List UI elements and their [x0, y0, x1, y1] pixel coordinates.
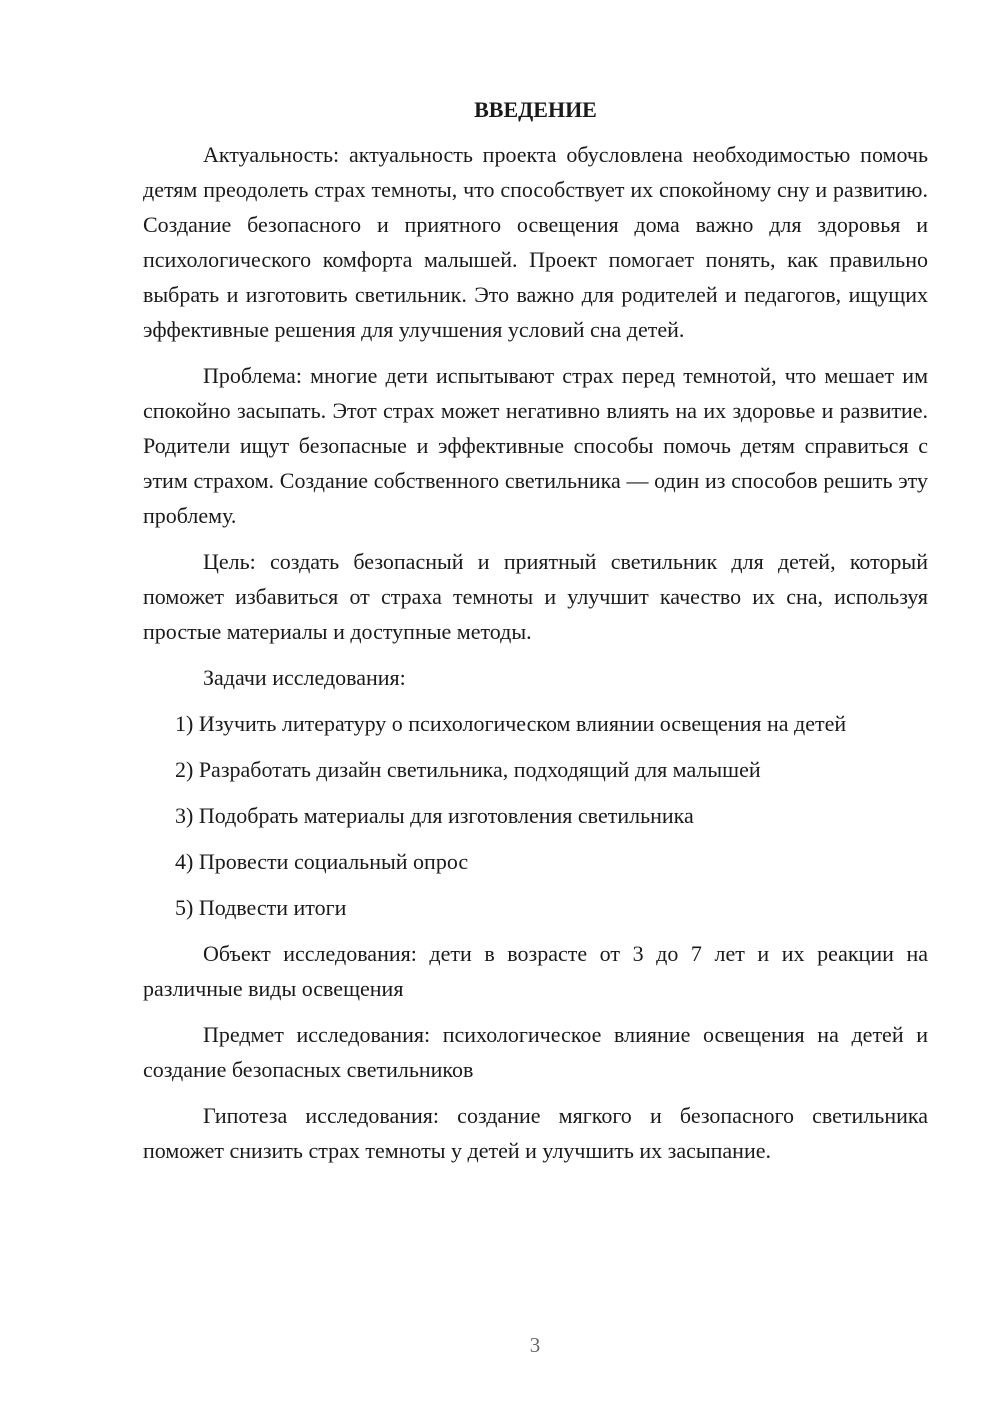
- document-page: [143, 92, 928, 1179]
- tasks-heading: Задачи исследования:: [203, 665, 406, 690]
- object-paragraph: Объект исследования: дети в возрасте от 3 до 7 лет и их реакции на различные виды освещения: [143, 941, 928, 1001]
- page-number: 3: [529, 1333, 541, 1357]
- task-item-2: 2) Разработать дизайн светильника, подходящий для малышей: [175, 757, 761, 782]
- tasks-list: [143, 706, 928, 925]
- task-item-4: 4) Провести социальный опрос: [175, 849, 469, 874]
- task-item-1: 1) Изучить литературу о психологическом влиянии освещения на детей: [175, 711, 847, 736]
- task-item-5: 5) Подвести итоги: [175, 895, 347, 920]
- subject-paragraph: Предмет исследования: психологическое влияние освещения на детей и создание безопасных светильников: [143, 1022, 928, 1082]
- goal-paragraph: Цель: создать безопасный и приятный светильник для детей, который поможет избавиться от страха темноты и улучшит качество их сна, используя простые материалы и доступные методы.: [143, 549, 928, 644]
- problem-paragraph: Проблема: многие дети испытывают страх перед темнотой, что мешает им спокойно засыпать. Этот страх может негативно влиять на их здоровье и развитие. Родители ищут безопасные и эффективные способы помочь детям справиться с этим страхом. Создание собственного светильника — один из способов решить эту проблему.: [143, 363, 928, 528]
- task-item-3: 3) Подобрать материалы для изготовления светильника: [175, 803, 694, 828]
- relevance-paragraph: Актуальность: актуальность проекта обусловлена необходимостью помочь детям преодолеть страх темноты, что способствует их спокойному сну и развитию. Создание безопасного и приятного освещения дома важно для здоровья и психологического комфорта малышей. Проект помогает понять, как правильно выбрать и изготовить светильник. Это важно для родителей и педагогов, ищущих эффективные решения для улучшения условий сна детей.: [143, 142, 928, 342]
- page-title: ВВЕДЕНИЕ: [474, 97, 597, 122]
- hypothesis-paragraph: Гипотеза исследования: создание мягкого и безопасного светильника поможет снизить страх темноты у детей и улучшить их засыпание.: [143, 1103, 928, 1163]
